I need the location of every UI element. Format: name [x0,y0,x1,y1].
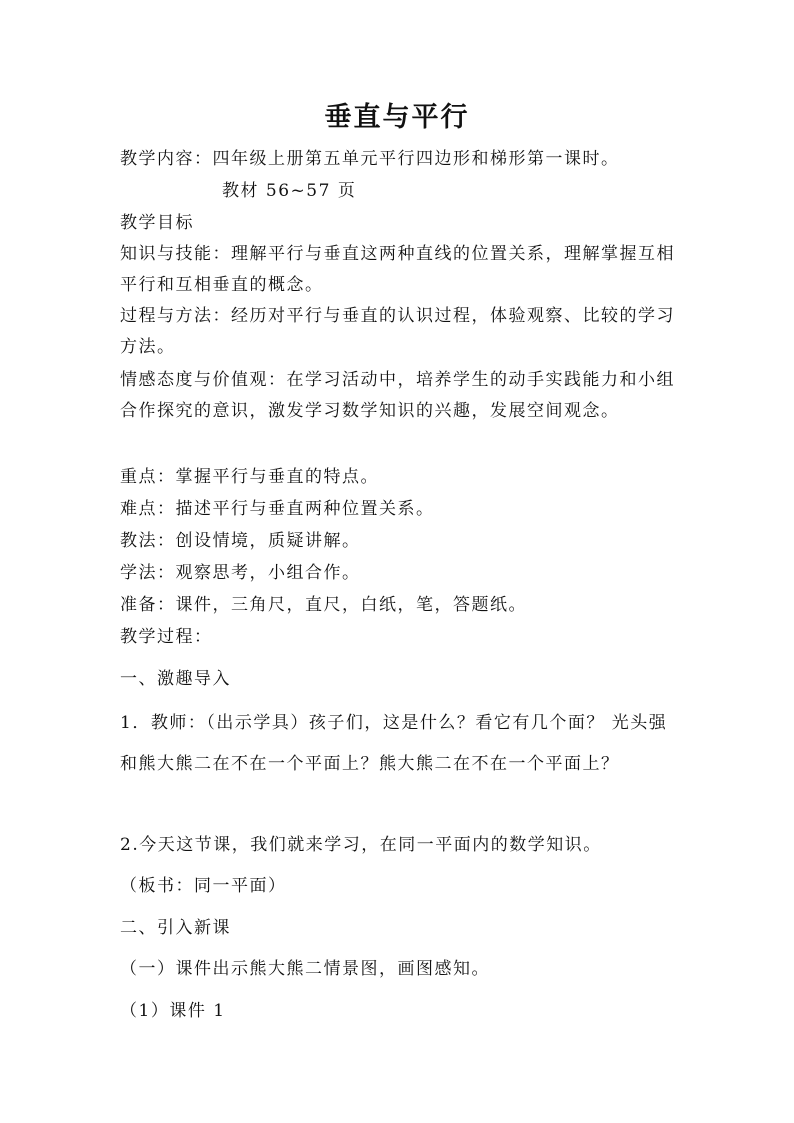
sub-section1: （一）课件出示熊大熊二情景图，画图感知。 [120,959,490,979]
sub-section1-item1: （1）课件 1 [120,1001,226,1021]
textbook-pages: 教材 56~57 页 [222,181,357,201]
knowledge-skills: 知识与技能：理解平行与垂直这两种直线的位置关系，理解掌握互相平行和互相垂直的概念。 [120,244,675,295]
teaching-content: 教学内容：四年级上册第五单元平行四边形和梯形第一课时。 [120,149,620,169]
key-point: 重点：掌握平行与垂直的特点。 [120,467,379,487]
process-heading: 教学过程： [120,627,213,647]
section2-heading: 二、引入新课 [120,918,231,938]
difficulty: 难点：描述平行与垂直两种位置关系。 [120,499,435,519]
process-methods: 过程与方法：经历对平行与垂直的认识过程，体验观察、比较的学习方法。 [120,306,675,357]
page-title: 垂直与平行 [324,102,470,133]
teaching-method: 教法：创设情境，质疑讲解。 [120,531,361,551]
attitude-values: 情感态度与价值观：在学习活动中，培养学生的动手实践能力和小组合作探究的意识，激发学习数学知识的兴趣，发展空间观念。 [120,370,675,421]
section1-heading: 一、激趣导入 [120,669,231,689]
learning-method: 学法：观察思考，小组合作。 [120,563,361,583]
board-note: （板书：同一平面） [120,876,287,896]
objectives-heading: 教学目标 [120,213,194,233]
preparation: 准备：课件，三角尺，直尺，白纸，笔，答题纸。 [120,595,527,615]
step2: 2.今天这节课，我们就来学习，在同一平面内的数学知识。 [120,835,602,855]
step1: 1．教师：（出示学具）孩子们，这是什么？看它有几个面？ 光头强和熊大熊二在不在一个平面上？熊大熊二在不在一个平面上？ [120,713,668,774]
